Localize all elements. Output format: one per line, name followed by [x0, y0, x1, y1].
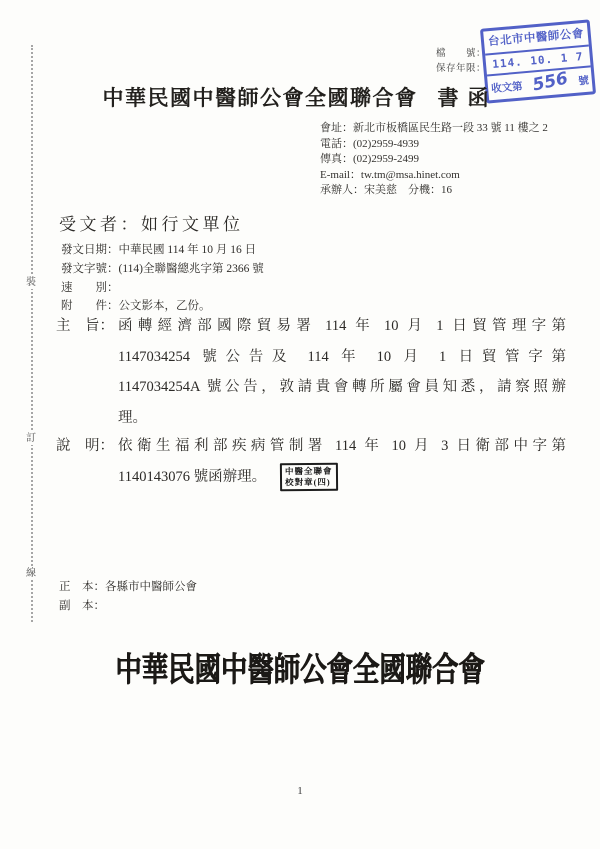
doc-number-label: 發文字號： [61, 262, 119, 275]
description-line: 依衛生福利部疾病管制署 114 年 10 月 3 日衛部中字第 [118, 438, 566, 454]
contact-address: 會址：新北市板橋區民生路一段 33 號 11 樓之 2 [320, 122, 548, 134]
subject-line: 1147034254 號公告及 114 年 10 月 1 日貿管字第 [118, 348, 566, 365]
subject-paragraph [56, 311, 568, 433]
distribution-block [59, 578, 197, 615]
contact-block [320, 121, 548, 199]
receipt-number-handwritten: 556 [530, 68, 570, 96]
receipt-stamp-org: 台北市中醫師公會 [483, 23, 589, 56]
recipient-value: 如行文單位 [141, 215, 244, 234]
subject-line: 1147034254A 號公告，敦請貴會轉所屬會員知悉，請察照辦 [118, 379, 566, 395]
subject-line: 理。 [118, 409, 147, 426]
description-line [118, 462, 566, 493]
proofreading-stamp-line2: 校對章(四) [285, 476, 331, 487]
issue-date-value: 中華民國 114 年 10 月 16 日 [118, 244, 257, 256]
binding-dotted-line [31, 45, 33, 622]
description-paragraph [56, 431, 568, 492]
binding-mark-ding: 訂 [23, 432, 39, 445]
contact-fax: 傳真：(02)2959-2499 [320, 153, 419, 165]
cc-copy-label: 副 本： [59, 599, 105, 612]
original-copy-value: 各縣市中醫師公會 [105, 581, 197, 593]
org-signature-seal: 中華民國中醫師公會全國聯合會 [115, 651, 485, 688]
meta-fields [61, 241, 264, 316]
recipient-label: 受文者： [59, 215, 141, 234]
binding-mark-xian: 線 [23, 567, 39, 580]
archive-labels [436, 47, 486, 77]
original-copy-label: 正 本： [59, 581, 105, 593]
receipt-stamp-date: 114. 10. 1 7 [485, 47, 590, 77]
issue-date-label: 發文日期： [61, 244, 119, 256]
description-label: 說 明： [56, 438, 114, 454]
recipient-line [59, 210, 244, 235]
priority-row [61, 279, 264, 298]
document-type: 書函 [437, 86, 498, 110]
subject-text [118, 311, 566, 433]
receipt-number-prefix: 收文第 [490, 80, 524, 95]
retention-period-label: 保存年限： [436, 64, 487, 74]
subject-label: 主 旨： [56, 318, 114, 334]
binding-mark-zhuang: 裝 [23, 276, 39, 289]
description-line-text: 1140143076 號函辦理。 [118, 468, 267, 485]
description-text [118, 431, 566, 492]
cc-copy-row [59, 597, 197, 616]
proofreading-stamp-line1: 中醫全聯會 [284, 465, 333, 476]
org-name: 中華民國中醫師公會全國聯合會 [102, 86, 418, 110]
attachment-value: 公文影本，乙份。 [118, 300, 211, 313]
contact-phone: 電話：(02)2959-4939 [320, 137, 419, 150]
proofreading-stamp [280, 462, 338, 491]
issue-date-row [61, 241, 264, 260]
doc-number-row [61, 260, 264, 279]
page-number: 1 [297, 785, 303, 797]
original-copy-row [59, 578, 197, 597]
file-number-label: 檔 號： [436, 49, 487, 59]
priority-label: 速 別： [61, 281, 119, 294]
attachment-label: 附 件： [61, 300, 119, 313]
contact-email: E-mail：tw.tm@msa.hinet.com [320, 168, 460, 181]
subject-line: 函轉經濟部國際貿易署 114 年 10 月 1 日貿管理字第 [118, 318, 566, 334]
document-title [0, 82, 600, 112]
contact-handler: 承辦人：宋美慈 分機：16 [320, 184, 452, 196]
doc-number-value: (114)全聯醫總兆字第 2366 號 [118, 262, 264, 275]
receipt-number-suffix: 號 [577, 75, 590, 88]
